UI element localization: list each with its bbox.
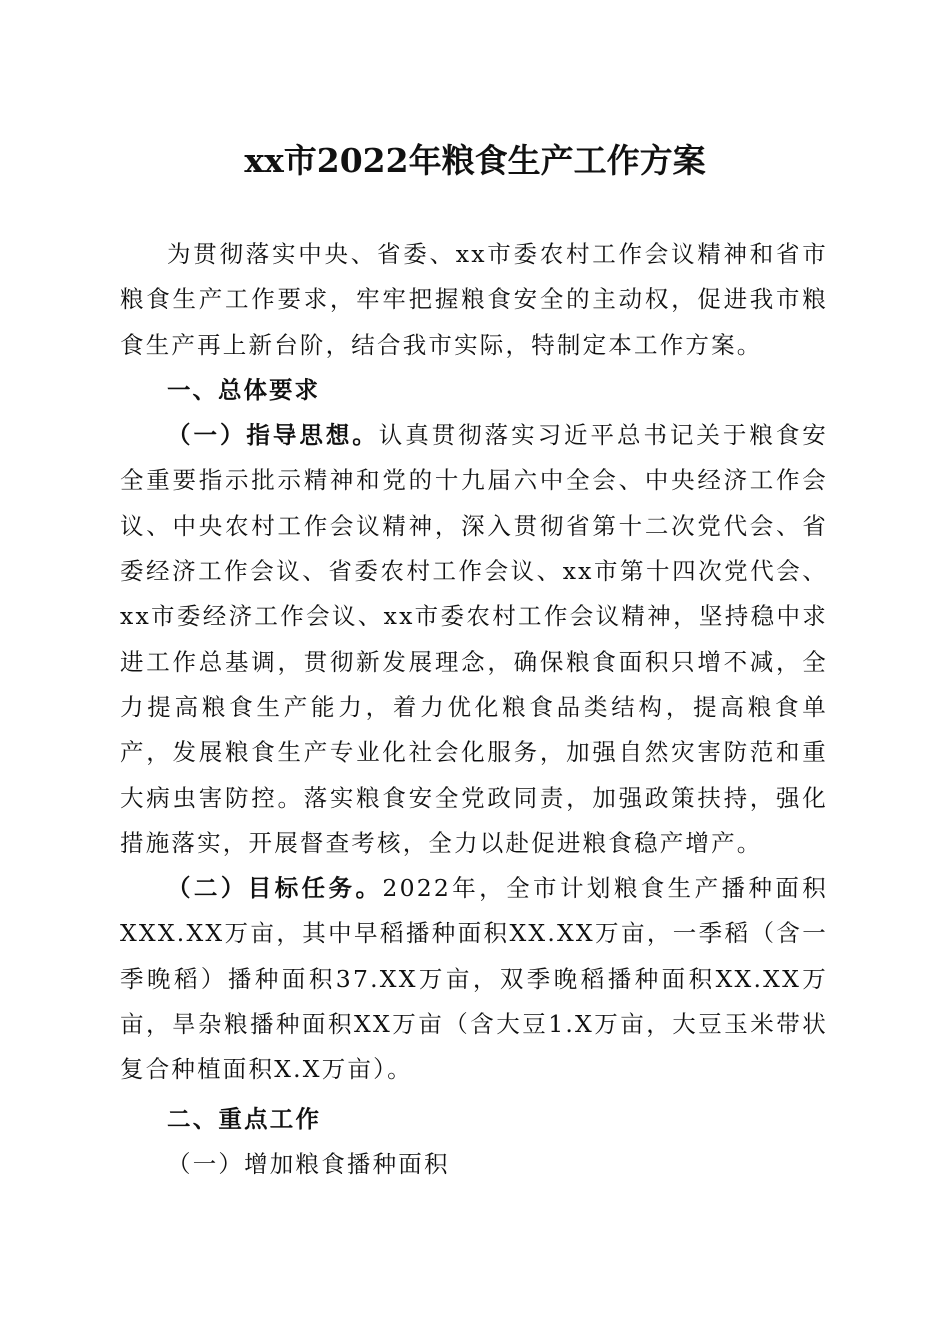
paragraph-targets xyxy=(120,866,828,1092)
paragraph-guiding-ideology xyxy=(120,413,828,866)
section-heading-key-work: 二、重点工作 xyxy=(167,1104,322,1133)
section-heading-general-requirements: 一、总体要求 xyxy=(167,375,320,404)
intro-paragraph: 为贯彻落实中央、省委、xx市委农村工作会议精神和省市粮食生产工作要求，牢牢把握粮食安全的主动权，促进我市粮食生产再上新台阶，结合我市实际，特制定本工作方案。 xyxy=(120,240,828,359)
paragraph-lead: （二）目标任务。 xyxy=(167,874,383,903)
document-title: xx市2022年粮食生产工作方案 xyxy=(244,141,706,180)
paragraph-text: 2022年，全市计划粮食生产播种面积XXX.XX万亩，其中早稻播种面积XX.XX万亩，一季稻（含一季晚稻）播种面积37.XX万亩，双季晚稻播种面积XX.XX万亩，旱杂粮播种面积XX万亩（含大豆1.X万亩，大豆玉米带状复合种植面积X.X万亩）。 xyxy=(120,874,828,1084)
paragraph-text: 认真贯彻落实习近平总书记关于粮食安全重要指示批示精神和党的十九届六中全会、中央经济工作会议、中央农村工作会议精神，深入贯彻省第十二次党代会、省委经济工作会议、省委农村工作会议、xx市第十四次党代会、xx市委经济工作会议、xx市委农村工作会议精神，坚持稳中求进工作总基调，贯彻新发展理念，确保粮食面积只增不减，全力提高粮食生产能力，着力优化粮食品类结构，提高粮食单产，发展粮食生产专业化社会化服务，加强自然灾害防范和重大病虫害防控。落实粮食安全党政同责，加强政策扶持，强化措施落实，开展督查考核，全力以赴促进粮食稳产增产。 xyxy=(120,421,828,857)
paragraph-lead: （一）指导思想。 xyxy=(167,421,379,450)
document-body xyxy=(120,232,828,1187)
subheading-increase-area: （一）增加粮食播种面积 xyxy=(167,1149,450,1178)
